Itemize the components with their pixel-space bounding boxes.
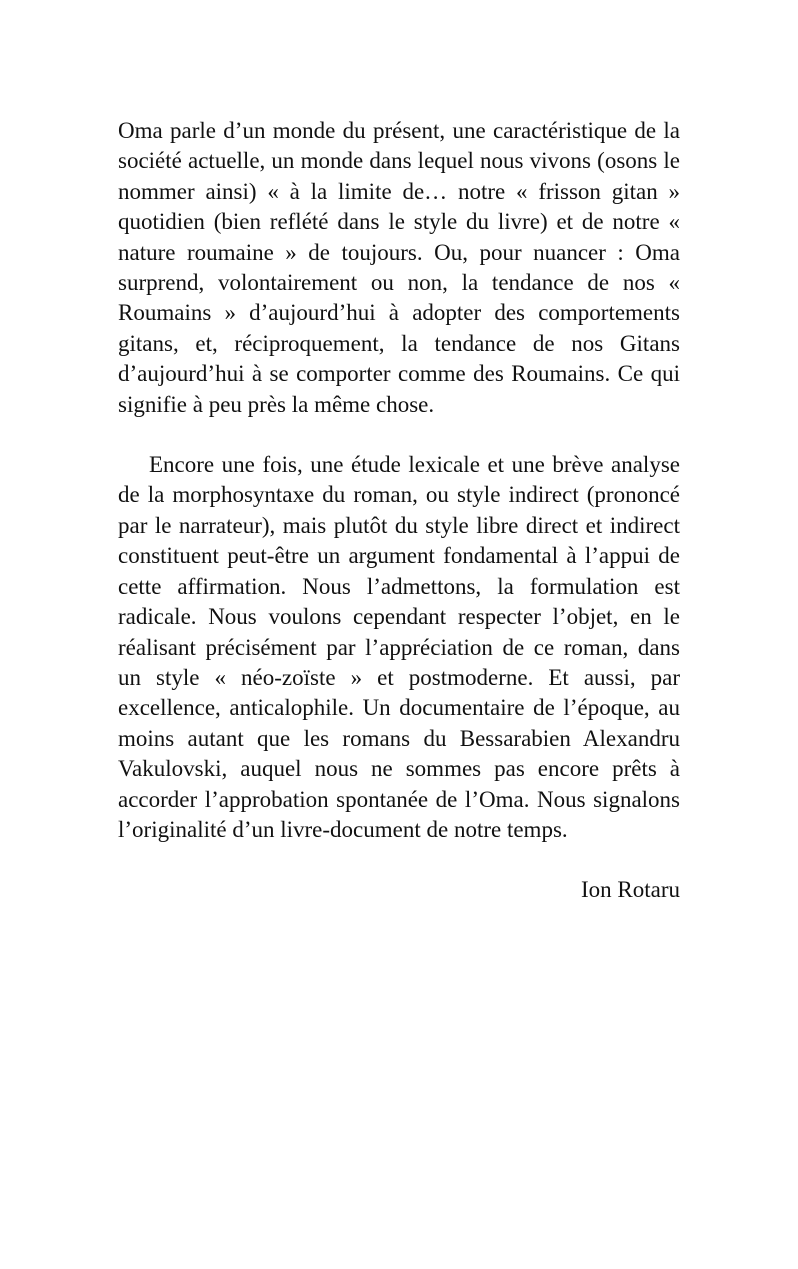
document-page: [118, 116, 680, 906]
paragraph-1: Oma parle d’un monde du présent, une caractéristique de la société actuelle, un monde dans lequel nous vivons (osons le nommer ainsi) « à la limite de… notre « frisson gitan » quotidien (bien reflété dans le style du livre) et de notre « nature roumaine » de toujours. Ou, pour nuancer : Oma surprend, volontairement ou non, la tendance de nos « Roumains » d’aujourd’hui à adopter des comportements gitans, et, réciproquement, la tendance de nos Gitans d’aujourd’hui à se comporter comme des Roumains. Ce qui signifie à peu près la même chose.: [118, 118, 680, 417]
paragraph-2: Encore une fois, une étude lexicale et une brève analyse de la morphosyntaxe du roman, ou style indirect (prononcé par le narrateur), mais plutôt du style libre direct et indirect constituent peut-être un argument fondamental à l’appui de cette affirmation. Nous l’admettons, la formulation est radicale. Nous voulons cependant respecter l’objet, en le réalisant précisément par l’appréciation de ce roman, dans un style « néo-zoïste » et postmoderne. Et aussi, par excellence, anticalophile. Un documentaire de l’époque, au moins autant que les romans du Bessarabien Alexandru Vakulovski, auquel nous ne sommes pas encore prêts à accorder l’approbation spontanée de l’Oma. Nous signalons l’originalité d’un livre-document de notre temps.: [118, 452, 680, 842]
author-signature: Ion Rotaru: [580, 877, 680, 903]
